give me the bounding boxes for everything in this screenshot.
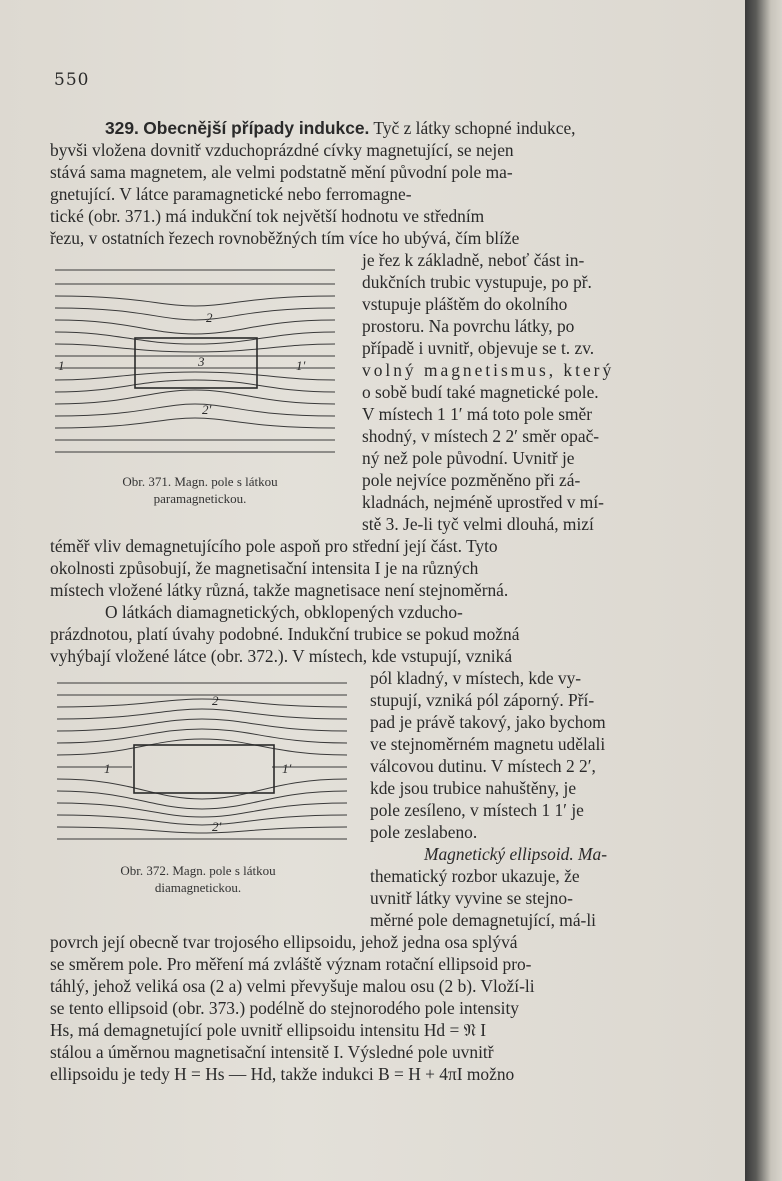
label-2-prime: 2′ [212,819,222,834]
text-line: V místech 1 1′ má toto pole směr [362,404,593,424]
text-line: kladnách, nejméně uprostřed v mí- [362,492,604,512]
text-line: ve stejnoměrném magnetu udělali [370,734,606,754]
text-line: stě 3. Je-li tyč velmi dlouhá, mizí [362,514,594,534]
text-line: o sobě budí také magnetické pole. [362,382,599,402]
text-line: byvši vložena dovnitř vzduchoprázdné cívky magnetující, se nejen [50,140,514,160]
label-2: 2 [206,310,213,325]
text-line: se tento ellipsoid (obr. 373.) podélně do stejnorodého pole intensity [50,998,519,1018]
text-line: se směrem pole. Pro měření má zvláště význam rotační ellipsoid pro- [50,954,532,974]
figure-371-caption [72,473,328,507]
text-line: pól kladný, v místech, kde vy- [370,668,582,688]
text-line: vyhýbají vložené látce (obr. 372.). V místech, kde vstupují, vzniká [50,646,513,666]
figure-371-diagram [50,262,340,462]
section-first-line: Tyč z látky schopné indukce, [373,118,576,138]
text-line: místech vložené látky různá, takže magnetisace není stejnoměrná. [50,580,509,600]
text-line: Hs, má demagnetující pole uvnitř ellipsoidu intensitu Hd = 𝔑 I [50,1020,487,1040]
section-title: Obecnější případy indukce. [143,118,370,138]
figure-372-caption [70,862,326,896]
text-line: prázdnotou, platí úvahy podobné. Indukční trubice se pokud možná [50,624,520,644]
section-heading-line [105,117,576,139]
text-line: stálou a úměrnou magnetisační intensitě I. Výsledné pole uvnitř [50,1042,494,1062]
caption-line: Obr. 371. Magn. pole s látkou [122,474,278,489]
text-line: pole zesíleno, v místech 1 1′ je [370,800,584,820]
label-3: 3 [198,354,205,369]
text-line: vstupuje pláštěm do okolního [362,294,568,314]
label-1-prime: 1′ [296,358,306,373]
text-line: případě i uvnitř, objevuje se t. zv. [362,338,595,358]
text-line: řezu, v ostatních řezech rovnoběžných tím více ho ubývá, čím blíže [50,228,520,248]
text-line: okolnosti způsobují, že magnetisační intensita I je na různých [50,558,479,578]
text-line: gnetující. V látce paramagnetické nebo ferromagne- [50,184,412,204]
text-line: ný než pole původní. Uvnitř je [362,448,575,468]
label-1: 1 [104,761,111,776]
text-line: kde jsou trubice nahuštěny, je [370,778,577,798]
text-line: ellipsoidu je tedy H = Hs — Hd, takže indukci B = H + 4πI možno [50,1064,515,1084]
text-line: pad je právě takový, jako bychom [370,712,606,732]
label-1: 1 [58,358,65,373]
text-line: měrné pole demagnetující, má-li [370,910,596,930]
text-line: O látkách diamagnetických, obklopených vzducho- [105,602,463,622]
page-number: 550 [54,70,90,90]
caption-line: diamagnetickou. [154,880,242,895]
text-line: uvnitř látky vyvine se stejno- [370,888,573,908]
label-1-prime: 1′ [282,761,292,776]
text-line: pole zeslabeno. [370,822,478,842]
text-line: dukčních trubic vystupuje, po př. [362,272,592,292]
text-line: prostoru. Na povrchu látky, po [362,316,575,336]
text-line: shodný, v místech 2 2′ směr opač- [362,426,600,446]
text-line: povrch její obecně tvar trojosého ellipsoidu, jehož jedna osa splývá [50,932,518,952]
text-line: táhlý, jehož veliká osa (2 a) velmi převyšuje malou osu (2 b). Vloží-li [50,976,535,996]
section-number: 329. [105,118,139,138]
text-line: stává sama magnetem, ale velmi podstatně mění původní pole ma- [50,162,513,182]
text-line: Magnetický ellipsoid. Ma- [424,844,608,864]
text-line: téměř vliv demagnetujícího pole aspoň pro střední její část. Tyto [50,536,498,556]
text-line: volný magnetismus, který [362,360,615,380]
label-2-prime: 2′ [202,402,212,417]
text-line: stupují, vzniká pól záporný. Pří- [370,690,595,710]
caption-line: paramagnetickou. [153,491,247,506]
label-2: 2 [212,693,219,708]
figure-372-diagram [52,675,352,855]
book-spine [745,0,782,1181]
text-line: válcovou dutinu. V místech 2 2′, [370,756,596,776]
text-line: thematický rozbor ukazuje, že [370,866,580,886]
substance-rod [134,745,274,793]
text-line: pole nejvíce pozměněno při zá- [362,470,581,490]
text-line: je řez k základně, neboť část in- [362,250,585,270]
text-line: tické (obr. 371.) má indukční tok největší hodnotu ve středním [50,206,485,226]
caption-line: Obr. 372. Magn. pole s látkou [120,863,276,878]
